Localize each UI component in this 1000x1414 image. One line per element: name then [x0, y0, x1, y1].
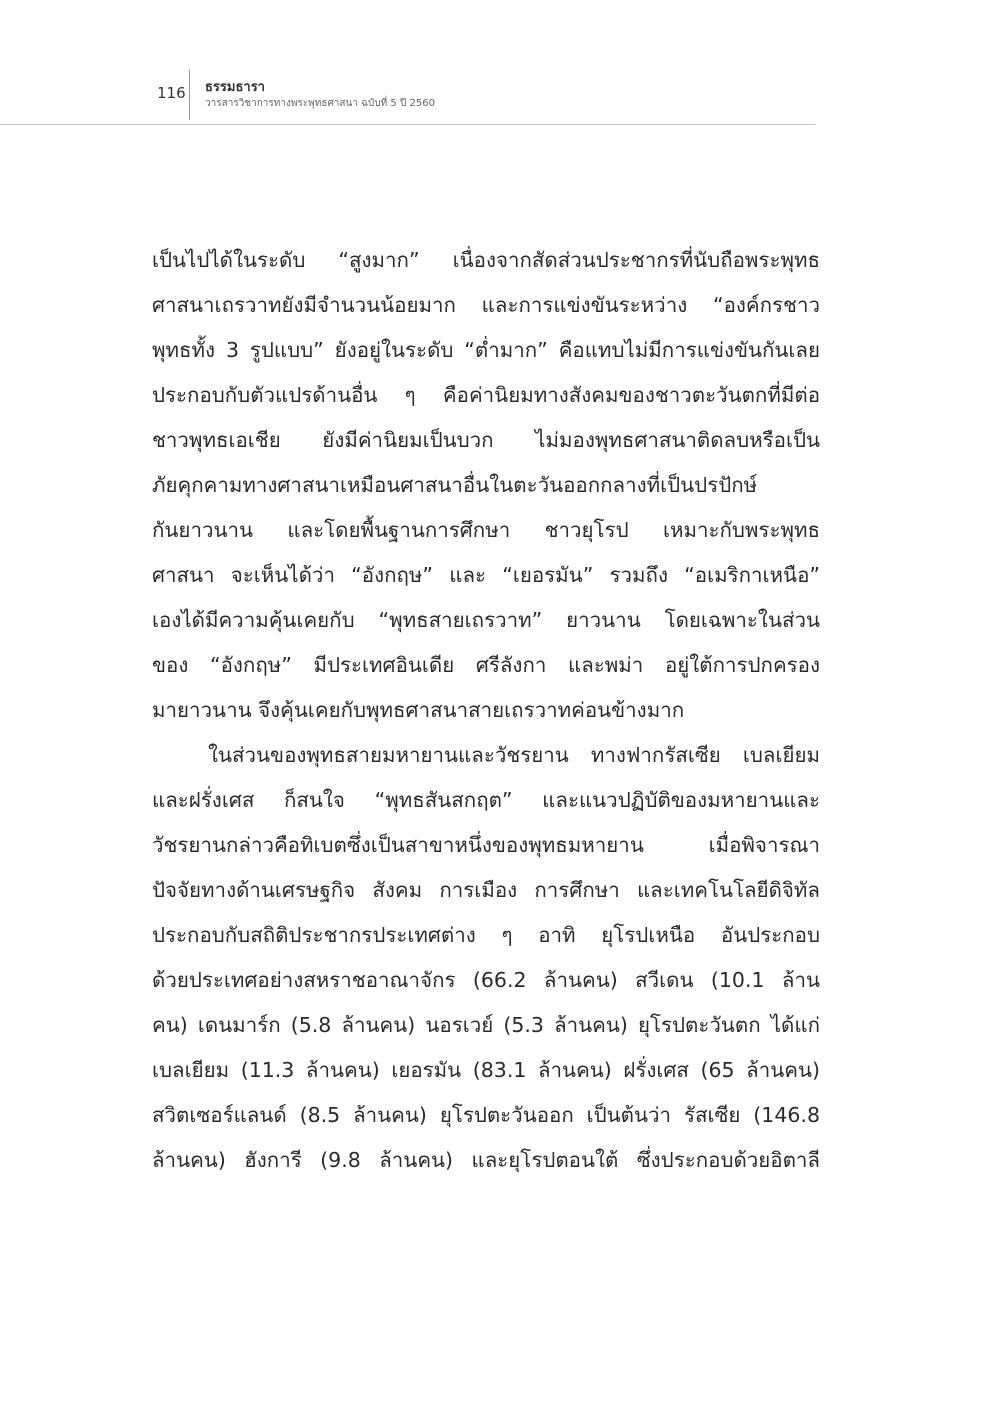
header-rule: [0, 124, 815, 125]
paragraph-end-line: มายาวนาน จึงคุ้นเคยกับพุทธศาสนาสายเถรวาทค่อนข้างมาก: [152, 698, 685, 722]
text-line: ศาสนา จะเห็นได้ว่า “อังกฤษ” และ “เยอรมัน” รวมถึง “อเมริกาเหนือ”: [152, 563, 820, 587]
text-line: ของ “อังกฤษ” มีประเทศอินเดีย ศรีลังกา และพม่า อยู่ใต้การปกครอง: [152, 653, 820, 677]
header-divider: [189, 70, 190, 120]
text-line: ด้วยประเทศอย่างสหราชอาณาจักร (66.2 ล้านคน) สวีเดน (10.1 ล้าน: [152, 968, 820, 992]
running-header: [0, 0, 1000, 126]
text-line: สวิตเซอร์แลนด์ (8.5 ล้านคน) ยุโรปตะวันออก เป็นต้นว่า รัสเซีย (146.8: [152, 1103, 820, 1127]
text-line: ล้านคน) ฮังการี (9.8 ล้านคน) และยุโรปตอนใต้ ซึ่งประกอบด้วยอิตาลี: [152, 1148, 820, 1172]
body-text: [152, 238, 820, 1183]
journal-subtitle: วารสารวิชาการทางพระพุทธศาสนา ฉบับที่ 5 ปี 2560: [205, 98, 435, 109]
text-line: เองได้มีความคุ้นเคยกับ “พุทธสายเถรวาท” ยาวนาน โดยเฉพาะในส่วน: [152, 608, 820, 632]
text-line: เบลเยียม (11.3 ล้านคน) เยอรมัน (83.1 ล้านคน) ฝรั่งเศส (65 ล้านคน): [152, 1058, 820, 1082]
text-line: ประกอบกับตัวแปรด้านอื่น ๆ คือค่านิยมทางสังคมของชาวตะวันตกที่มีต่อ: [152, 383, 820, 407]
text-line: กันยาวนาน และโดยพื้นฐานการศึกษา ชาวยุโรป เหมาะกับพระพุทธ: [152, 518, 820, 542]
text-line: คน) เดนมาร์ก (5.8 ล้านคน) นอรเวย์ (5.3 ล้านคน) ยุโรปตะวันตก ได้แก่: [152, 1013, 820, 1037]
text-line: ศาสนาเถรวาทยังมีจำนวนน้อยมาก และการแข่งขันระหว่าง “องค์กรชาว: [152, 293, 820, 317]
text-line: วัชรยานกล่าวคือทิเบตซึ่งเป็นสาขาหนึ่งของพุทธมหายาน เมื่อพิจารณา: [152, 833, 820, 857]
journal-title: ธรรมธารา: [205, 80, 265, 95]
text-line: ภัยคุกคามทางศาสนาเหมือนศาสนาอื่นในตะวันออกกลางที่เป็นปรปักษ์: [152, 473, 758, 497]
text-line: ประกอบกับสถิติประชากรประเทศต่าง ๆ อาทิ ยุโรปเหนือ อันประกอบ: [152, 923, 820, 947]
text-line: พุทธทั้ง 3 รูปแบบ” ยังอยู่ในระดับ “ต่ำมาก” คือแทบไม่มีการแข่งขันกันเลย: [152, 338, 820, 362]
paragraph-start-line: ในส่วนของพุทธสายมหายานและวัชรยาน ทางฟากรัสเซีย เบลเยียม: [208, 743, 820, 767]
text-line: ปัจจัยทางด้านเศรษฐกิจ สังคม การเมือง การศึกษา และเทคโนโลยีดิจิทัล: [152, 878, 820, 902]
text-line: เป็นไปได้ในระดับ “สูงมาก” เนื่องจากสัดส่วนประชากรที่นับถือพระพุทธ: [152, 248, 820, 272]
text-line: ชาวพุทธเอเชีย ยังมีค่านิยมเป็นบวก ไม่มองพุทธศาสนาติดลบหรือเป็น: [152, 428, 820, 452]
page-number: 116: [157, 84, 186, 102]
text-line: และฝรั่งเศส ก็สนใจ “พุทธสันสกฤต” และแนวปฏิบัติของมหายานและ: [152, 788, 820, 812]
